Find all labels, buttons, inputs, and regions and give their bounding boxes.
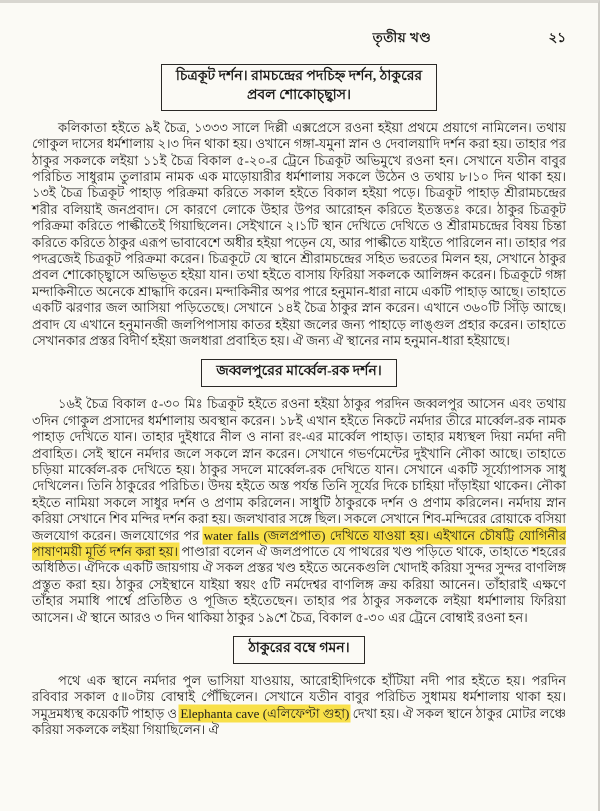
paragraph-marble-rock (32, 396, 566, 626)
heading-wrap (32, 359, 566, 387)
heading-box-bombay (233, 636, 364, 664)
section-marble-rock-darshan (32, 359, 566, 626)
volume-title: তৃতীয় খণ্ড (372, 30, 432, 45)
heading-wrap (32, 64, 566, 111)
heading-wrap (32, 636, 566, 664)
heading-line: প্রবল শোকোচ্ছ্বাস। (246, 87, 351, 103)
page-number: ২১ (548, 30, 566, 45)
running-header (32, 27, 566, 50)
paragraph-text: পাণ্ডারা বলেন ঐ জলপ্রপাতে যে পাথরের খণ্ড পড়িতে থাকে, তাহাতে শহরের অধিষ্ঠিত। ঐদিকে একটি জায়গায় ঐ সকল প্রস্তর খণ্ড হইতে অনেকগুলি খোদাই করিয়া সুন্দর সুন্দর বাণলিঙ্গ প্রস্তুত করা হয়। ঠাকুর সেইস্থানে যাইয়া স্বয়ং ৫টি নর্মদেশ্বর বাণলিঙ্গ ক্রয় করিয়া আনেন। তাঁহারাই এক্ষণে তাঁহার সমাধি পার্শ্বে প্রতিষ্ঠিত ও পূজিত হইতেছেন। তাহার পর ঠাকুর সকলকে লইয়া ধর্মশালায় ফিরিয়া আসেন। ঐ স্থানে আরও ৩ দিন থাকিয়া ঠাকুর ১৯শে চৈত্র, বিকাল ৫-৩০ এর ট্রেনে বোম্বাই রওনা হন। (32, 544, 566, 625)
paragraph-text: ১৬ই চৈত্র বিকাল ৫-৩০ মিঃ চিত্রকূট হইতে রওনা হইয়া ঠাকুর পরদিন জব্বলপুর আসেন এবং তথায় ৩দিন গোকুল প্রসাদের ধর্মশালায় অবস্থান করেন। ১৮ই এখান হইতে নিকটে নর্মদার তীরে মার্ব্বেল-রক নামক পাহাড় দেখিতে যান। তাহার দুইধারে নীল ও নানা রং-এর মার্ব্বেল পাহাড়। তাহার মধ্যস্থল দিয়া নর্মদা নদী প্রবাহিত। সেই স্থানে নর্মদার জলে সকলে স্নান করেন। সেখানে গভর্ণমেন্টের দুইখানি নৌকা আছে। তাহাতে চড়িয়া মার্ব্বেল-রক দেখিতে হয়। ঠাকুর সদলে মার্ব্বেল-রক দেখিতে যান। সেখানে একটি সূর্য্যোপাসক সাধু দেখিলেন। তিনি ঠাকুরের পরিচিত। উদয় হইতে অস্ত পর্যন্ত তিনি সূর্যের দিকে চাহিয়া দাঁড়াইয়া থাকেন। নৌকা হইতে নামিয়া সকলে সাধুর দর্শন ও প্রণাম করিলেন। সাধুটি ঠাকুরকে দর্শন ও প্রণাম করিলেন। নর্মদায় স্নান করিয়া সেখানে শিব মন্দির দর্শন করা হয়। জলখাবার সঙ্গে ছিল। সকলে সেখানে শিব-মন্দিরের রোয়াকে বসিয়া জলযোগ করেন। জলযোগের পর (32, 396, 566, 543)
highlighted-text-elephanta: Elephanta cave (এলিফেণ্টা গুহা) (180, 705, 350, 721)
heading-line: জব্বলপুরের মার্ব্বেল-রক দর্শন। (216, 364, 382, 380)
heading-line: চিত্রকূট দর্শন। রামচন্দ্রের পদচিহ্ন দর্শন, ঠাকুরের (175, 69, 423, 84)
paragraph-chitrakut (32, 120, 566, 350)
section-chitrakut-darshan (32, 64, 566, 349)
paragraph-text: কলিকাতা হইতে ৯ই চৈত্র, ১৩৩৩ সালে দিল্লী এক্সপ্রেসে রওনা হইয়া প্রথমে প্রয়াগে নামিলেন। তথায় গোকুল দাসের ধর্মশালায় ২।৩ দিন থাকা হয়। ওখানে গঙ্গা-যমুনা স্নান ও দেবালয়াদি দর্শন করা হয়। তাহার পর ঠাকুর সকলকে লইয়া ১১ই চৈত্র বিকাল ৫-২০-র ট্রেনে চিত্রকূট অভিমুখে রওনা হন। সেখানে যতীন বাবুর পরিচিত সাধুরাম তুলারাম নামক এক মাড়োয়ারীর ধর্মশালায় সকলে উঠেন ও তথায় ৮।১০ দিন থাকা হয়। ১৩ই চৈত্র চিত্রকূট পাহাড় পরিক্রমা করিতে সকাল হইতে বিকাল হইয়া পড়ে। চিত্রকূট পাহাড় শ্রীরামচন্দ্রের শরীর বলিয়াই জনপ্রবাদ। সে কারণে লোকে উহার উপর আরোহন করিতে ইতস্ততঃ করে। ঠাকুর চিত্রকূট পরিক্রমা করিতে পাল্কীতেই গিয়াছিলেন। সেইখানে ২।১টি স্থান দেখিতে দেখিতে ও শ্রীরামচন্দ্রের বিষয় চিন্তা করিতে করিতে ঠাকুর এরূপ ভাবাবেশে অধীর হইয়া পড়েন যে, আর পাল্কীতে যাইতে পারিলেন না। তাহার পর পদব্রজেই চিত্রকূট পরিক্রমা করেন। চিত্রকূটে যে স্থানে শ্রীরামচন্দ্রের সহিত ভরতের মিলন হয়, সেখানে ঠাকুর প্রবল শোকোচ্ছ্বাসে অভিভূত হইয়া যান। তথা হইতে বাসায় ফিরিয়া সকলকে আলিঙ্গন করেন। চিত্রকূটে গঙ্গা মন্দাকিনীতে অনেকে শ্রাদ্ধাদি করেন। মন্দাকিনীর অপর পারে হনুমান-ধারা নামে একটি পাহাড় আছে। তাহাতে একটি ঝরণার জল আসিয়া পড়িতেছে। সেখানে ১৪ই চৈত্র ঠাকুর স্নান করেন। এখানে ৩৬০টি সিঁড়ি আছে। প্রবাদ যে এখানে হনুমানজী জলপিপাসায় কাতর হইয়া জলের জন্য পাহাড়ে লাঙ্গুল প্রহার করেন। তাহাতে সেখানকার প্রস্তর বিদীর্ণ হইয়া জলধারা প্রবাহিত হয়। ঐ জন্য ঐ স্থানের নাম হনুমান-ধারা হইয়াছে। (32, 119, 566, 349)
paragraph-bombay (32, 673, 566, 739)
paragraph-text: দেখা হয়। ঐ সকল স্থানে ঠাকুর মোটর লঞ্চে করিয়া সকলকে লইয়া গিয়াছিলেন। ঐ (32, 705, 567, 738)
paragraph-text: পথে এক স্থানে নর্মদার পুল ভাসিয়া যাওয়ায়, আরোহীদিগকে হাঁটিয়া নদী পার হইতে হয়। পরদিন রবিবার সকাল ৫॥০টায় বোম্বাই পৌঁছিলেন। সেখানে যতীন বাবুর পরিচিত সুধাময় ধর্মশালায় থাকা হয়। সমুদ্রমধ্যস্থ কয়েকটি পাহাড় ও (32, 672, 566, 721)
section-bombay-gaman (32, 636, 566, 739)
heading-box-chitrakut (161, 64, 437, 111)
highlighted-text-waterfalls: water falls (জলপ্রপাত) দেখিতে যাওয়া হয়। এইখানে চৌষট্টি যোগিনীর পাষাণময়ী মূর্তি দর্শন করা হয়। (32, 527, 566, 560)
heading-box-marble-rock (201, 359, 397, 387)
heading-line: ঠাকুরের বম্বে গমন। (248, 641, 350, 657)
